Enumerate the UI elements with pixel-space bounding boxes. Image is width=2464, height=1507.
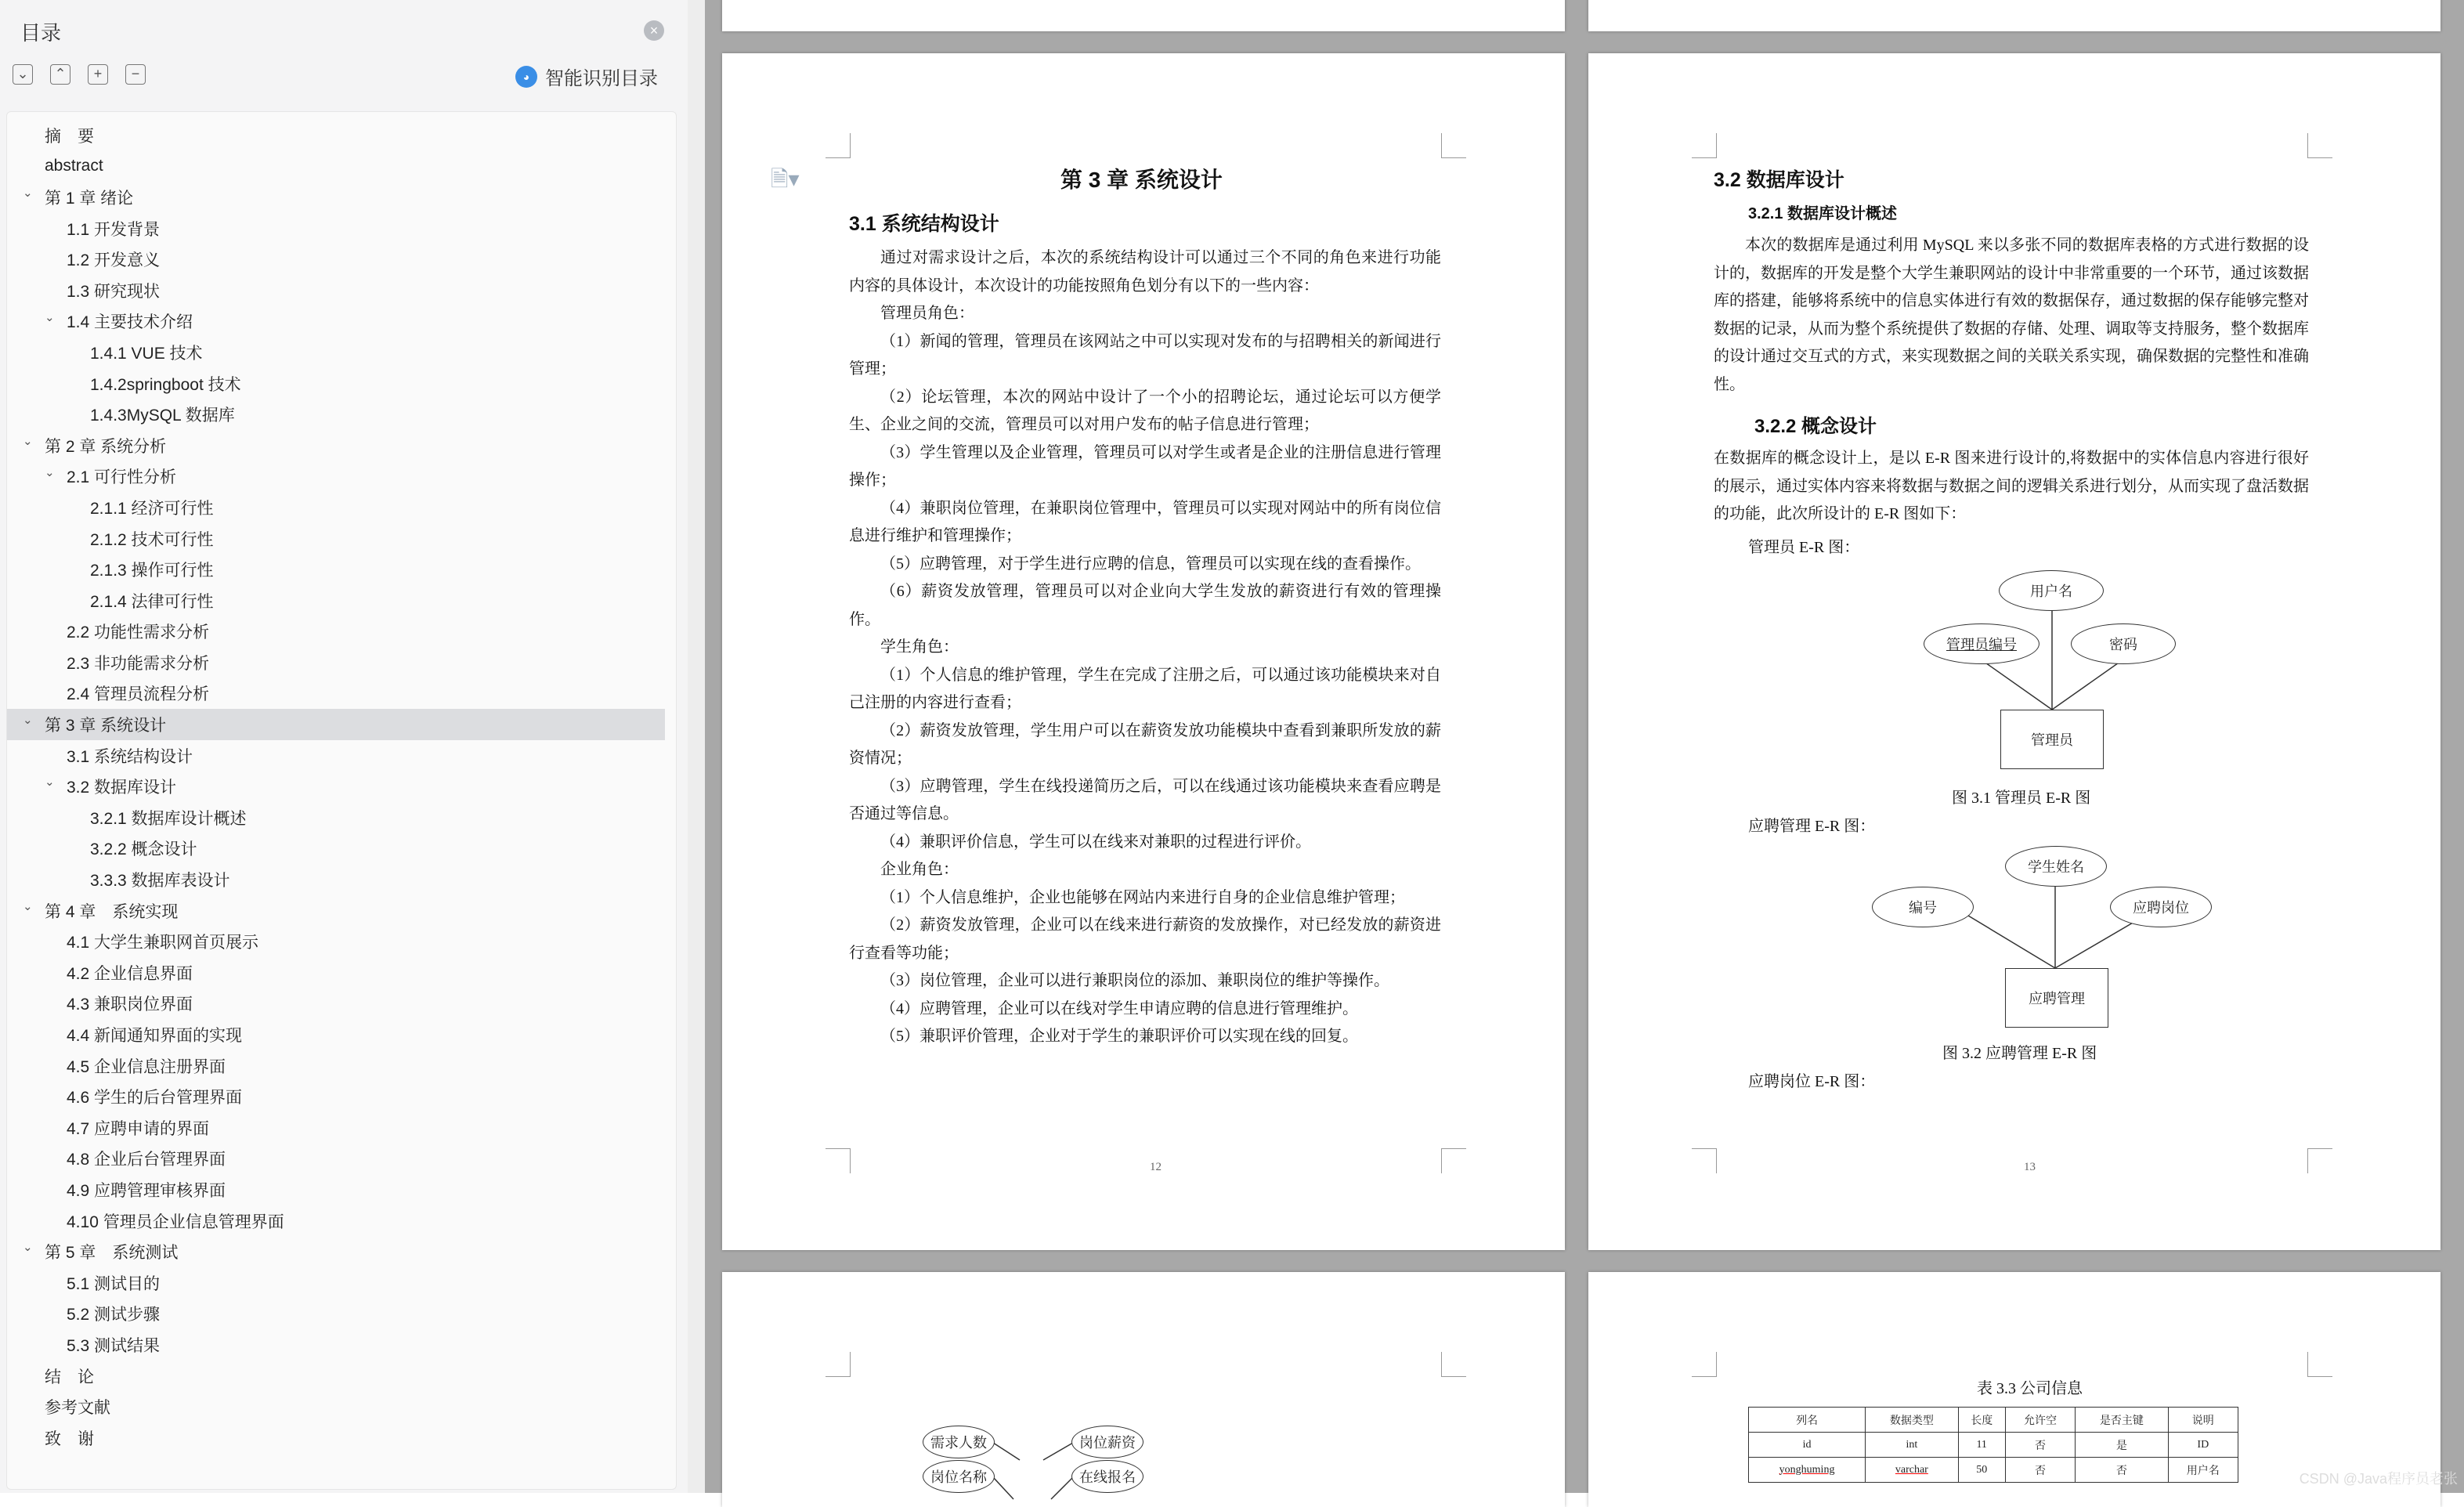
toc-item-label: 2.1.2 技术可行性 bbox=[90, 530, 214, 549]
toc-item[interactable] bbox=[7, 430, 677, 461]
toc-item[interactable] bbox=[7, 1019, 677, 1050]
add-icon[interactable]: + bbox=[88, 64, 108, 85]
er-attribute: 在线报名 bbox=[1071, 1460, 1143, 1493]
toc-panel bbox=[6, 111, 677, 1490]
toc-item[interactable] bbox=[7, 244, 677, 275]
toc-item-label: 2.2 功能性需求分析 bbox=[67, 623, 210, 642]
toc-item[interactable] bbox=[7, 368, 677, 399]
toc-item[interactable] bbox=[7, 1081, 677, 1112]
toc-list bbox=[7, 120, 677, 1454]
toc-item[interactable] bbox=[7, 213, 677, 244]
table-header: 允许空 bbox=[2005, 1408, 2075, 1433]
toc-item[interactable] bbox=[7, 399, 677, 430]
table-header: 长度 bbox=[1958, 1408, 2005, 1433]
toc-item[interactable] bbox=[7, 1236, 677, 1267]
toc-item-label: 4.9 应聘管理审核界面 bbox=[67, 1181, 226, 1200]
toc-item[interactable] bbox=[7, 1050, 677, 1082]
page-10-bottom bbox=[1588, 0, 2441, 31]
figure-caption: 图 3.2 应聘管理 E-R 图 bbox=[1942, 1045, 2097, 1062]
toc-item-label: 4.8 企业后台管理界面 bbox=[67, 1151, 226, 1169]
toc-item[interactable] bbox=[7, 182, 677, 213]
smart-label: 智能识别目录 bbox=[545, 68, 658, 89]
er-attribute: 需求人数 bbox=[923, 1426, 995, 1458]
paragraph: （3）岗位管理，企业可以进行兼职岗位的添加、兼职岗位的维护等操作。 bbox=[880, 972, 1389, 989]
toc-item[interactable] bbox=[7, 771, 677, 802]
toc-item-label: 2.4 管理员流程分析 bbox=[67, 685, 210, 704]
table-cell: 是 bbox=[2076, 1433, 2168, 1458]
toc-item[interactable] bbox=[7, 802, 677, 833]
crop-mark bbox=[1692, 1352, 1717, 1377]
watermark: CSDN @Java程序员老张 bbox=[2299, 1471, 2458, 1487]
er-attribute: 管理员编号 bbox=[1924, 623, 2039, 664]
table-cell: int bbox=[1866, 1433, 1958, 1458]
toc-item[interactable] bbox=[7, 957, 677, 988]
page-13 bbox=[1588, 53, 2441, 1250]
toc-sidebar bbox=[0, 0, 688, 1493]
toc-item-label: 4.7 应聘申请的界面 bbox=[67, 1119, 210, 1138]
toc-item[interactable] bbox=[7, 895, 677, 927]
table-header: 说明 bbox=[2168, 1408, 2238, 1433]
toc-item-label: 4.6 学生的后台管理界面 bbox=[67, 1089, 243, 1108]
toc-item-label: 3.2.2 概念设计 bbox=[90, 840, 197, 859]
paragraph: （5）兼职评价管理，企业对于学生的兼职评价可以实现在线的回复。 bbox=[880, 1028, 1358, 1045]
toc-item-label: 3.3.3 数据库表设计 bbox=[90, 872, 230, 891]
table-header: 是否主键 bbox=[2076, 1408, 2168, 1433]
crop-mark bbox=[826, 1148, 851, 1173]
toc-item-label: 参考文献 bbox=[45, 1399, 110, 1418]
table-row bbox=[1749, 1433, 2238, 1458]
figure-label: 应聘岗位 E-R 图： bbox=[1748, 1073, 1876, 1090]
toc-item[interactable] bbox=[7, 647, 677, 678]
paragraph: （2）薪资发放管理，企业可以在线来进行薪资的发放操作，对已经发放的薪资进行查看等功能； bbox=[849, 916, 1441, 962]
crop-mark bbox=[826, 133, 851, 158]
toc-item[interactable] bbox=[7, 988, 677, 1020]
paragraph: 通过对需求设计之后，本次的系统结构设计可以通过三个不同的角色来进行功能内容的具体设计，本次设计的功能按照角色划分有以下的一些内容： bbox=[849, 249, 1441, 295]
table-cell: 50 bbox=[1958, 1458, 2005, 1483]
page-14 bbox=[722, 1272, 1565, 1507]
table-cell: varchar bbox=[1866, 1458, 1958, 1483]
er-attribute: 学生姓名 bbox=[2005, 846, 2107, 887]
table-title: 表 3.3 公司信息 bbox=[1977, 1380, 2083, 1397]
toc-item[interactable] bbox=[7, 1391, 677, 1422]
sidebar-title: 目录 bbox=[20, 21, 62, 45]
expand-all-icon[interactable]: ⌃ bbox=[50, 64, 70, 85]
toc-item-label: 4.3 兼职岗位界面 bbox=[67, 996, 193, 1014]
toc-item[interactable] bbox=[7, 616, 677, 648]
paragraph: （4）兼职评价信息，学生可以在线来对兼职的过程进行评价。 bbox=[880, 833, 1311, 851]
toc-item-label: 5.3 测试结果 bbox=[67, 1336, 161, 1355]
toc-item[interactable] bbox=[7, 337, 677, 368]
toc-item-label: 2.1 可行性分析 bbox=[67, 468, 177, 487]
table-header: 数据类型 bbox=[1866, 1408, 1958, 1433]
toc-item[interactable] bbox=[7, 585, 677, 616]
subsection-heading: 3.2.2 概念设计 bbox=[1754, 416, 1877, 437]
toc-item[interactable] bbox=[7, 1422, 677, 1454]
toc-item-label: 3.1 系统结构设计 bbox=[67, 747, 193, 766]
toc-item-label: 结 论 bbox=[45, 1368, 94, 1386]
page-number: 12 bbox=[1150, 1161, 1162, 1173]
toc-item[interactable] bbox=[7, 1144, 677, 1175]
toc-item[interactable] bbox=[7, 709, 665, 740]
paragraph: （3）学生管理以及企业管理，管理员可以对学生或者是企业的注册信息进行管理操作； bbox=[849, 443, 1441, 489]
company-info-table bbox=[1748, 1407, 2238, 1483]
chevron-down-icon[interactable]: ⌄ bbox=[45, 775, 55, 790]
toc-item[interactable] bbox=[7, 833, 677, 865]
crop-mark bbox=[1441, 133, 1466, 158]
toc-item-label: 4.5 企业信息注册界面 bbox=[67, 1057, 226, 1076]
toc-item-label: 2.1.1 经济可行性 bbox=[90, 499, 214, 518]
er-connectors bbox=[722, 1272, 1565, 1507]
table-header-row bbox=[1749, 1408, 2238, 1433]
er-entity: 应聘管理 bbox=[2005, 968, 2108, 1028]
crop-mark bbox=[2307, 1352, 2332, 1377]
toc-item[interactable] bbox=[7, 1112, 677, 1144]
toc-item[interactable] bbox=[7, 864, 677, 895]
chevron-down-icon[interactable]: ⌄ bbox=[23, 1241, 33, 1255]
remove-icon[interactable]: − bbox=[125, 64, 146, 85]
toc-item[interactable] bbox=[7, 1267, 677, 1299]
toc-item[interactable] bbox=[7, 151, 677, 183]
toc-item-label: 1.1 开发背景 bbox=[67, 220, 161, 239]
toc-item[interactable] bbox=[7, 461, 677, 493]
toc-item[interactable] bbox=[7, 1361, 677, 1392]
page-11-bottom bbox=[722, 0, 1565, 31]
paragraph: （1）个人信息的维护管理，学生在完成了注册之后，可以通过该功能模块来对自己注册的内容进行查看； bbox=[849, 666, 1441, 711]
er-entity: 管理员 bbox=[2000, 710, 2104, 769]
toc-item-label: 2.1.4 法律可行性 bbox=[90, 592, 214, 611]
table-cell: ID bbox=[2168, 1433, 2238, 1458]
paragraph: （4）应聘管理，企业可以在线对学生申请应聘的信息进行管理维护。 bbox=[880, 999, 1358, 1017]
table-row bbox=[1749, 1458, 2238, 1483]
toc-item[interactable] bbox=[7, 926, 677, 957]
paragraph: （3）应聘管理，学生在线投递简历之后，可以在线通过该功能模块来查看应聘是否通过等信息。 bbox=[849, 777, 1441, 822]
toc-item-label: 4.10 管理员企业信息管理界面 bbox=[67, 1212, 284, 1231]
page-12 bbox=[722, 53, 1565, 1250]
collapse-all-icon[interactable]: ⌄ bbox=[13, 64, 33, 85]
toc-item-label: 第 3 章 系统设计 bbox=[45, 717, 167, 735]
figure-label: 应聘管理 E-R 图： bbox=[1748, 818, 1876, 835]
paragraph: 在数据库的概念设计上，是以 E-R 图来进行设计的,将数据中的实体信息内容进行很好的展示，通过实体内容来将数据与数据之间的逻辑关系进行划分，从而实现了盘活数据的功能，此次所设计的 E-R 图如下： bbox=[1714, 450, 2309, 522]
toc-item-label: 5.1 测试目的 bbox=[67, 1274, 161, 1293]
section-heading: 3.2 数据库设计 bbox=[1714, 169, 1844, 191]
er-attribute: 用户名 bbox=[1999, 570, 2104, 611]
chevron-down-icon[interactable]: ⌄ bbox=[23, 714, 33, 728]
toc-item-label: 第 2 章 系统分析 bbox=[45, 437, 167, 456]
toc-item-label: 1.2 开发意义 bbox=[67, 251, 161, 270]
toc-item-label: 4.1 大学生兼职网首页展示 bbox=[67, 934, 259, 952]
toc-item-label: 5.2 测试步骤 bbox=[67, 1306, 161, 1324]
er-attribute: 编号 bbox=[1872, 887, 1974, 927]
table-cell: 否 bbox=[2076, 1458, 2168, 1483]
table-cell: 11 bbox=[1958, 1433, 2005, 1458]
toc-item-label: 2.1.3 操作可行性 bbox=[90, 562, 214, 580]
toc-item-label: 致 谢 bbox=[45, 1429, 94, 1448]
toc-item[interactable] bbox=[7, 1329, 677, 1361]
subsection-heading: 3.2.1 数据库设计概述 bbox=[1748, 205, 1898, 222]
table-cell: 否 bbox=[2005, 1433, 2075, 1458]
toc-item-label: 1.4.2springboot 技术 bbox=[90, 375, 241, 394]
page-number: 13 bbox=[2024, 1161, 2036, 1173]
crop-mark bbox=[1441, 1148, 1466, 1173]
toc-item[interactable] bbox=[7, 1205, 677, 1237]
table-cell: 用户名 bbox=[2168, 1458, 2238, 1483]
section-heading: 3.1 系统结构设计 bbox=[849, 213, 999, 235]
paragraph: （5）应聘管理，对于学生进行应聘的信息，管理员可以实现在线的查看操作。 bbox=[880, 555, 1421, 573]
toc-item[interactable] bbox=[7, 1299, 677, 1330]
toc-item-label: 第 4 章 系统实现 bbox=[45, 902, 179, 921]
paragraph: （2）薪资发放管理，学生用户可以在薪资发放功能模块中查看到兼职所发放的薪资情况； bbox=[849, 721, 1441, 767]
smart-recognize-button[interactable] bbox=[515, 63, 658, 90]
paragraph: （1）个人信息维护，企业也能够在网站内来进行自身的企业信息维护管理； bbox=[880, 888, 1405, 906]
chevron-down-icon[interactable]: ⌄ bbox=[45, 310, 55, 324]
paragraph: 管理员角色： bbox=[880, 305, 974, 322]
document-viewer[interactable] bbox=[705, 0, 2464, 1493]
toc-item-label: 第 1 章 绪论 bbox=[45, 189, 134, 208]
toc-item-label: 1.3 研究现状 bbox=[67, 282, 161, 301]
toc-item-label: 2.3 非功能需求分析 bbox=[67, 654, 210, 673]
toc-item-label: abstract bbox=[45, 157, 103, 175]
toc-item[interactable] bbox=[7, 306, 677, 338]
er-attribute: 岗位薪资 bbox=[1071, 1426, 1143, 1458]
toc-item[interactable] bbox=[7, 1174, 677, 1205]
toc-item-label: 4.2 企业信息界面 bbox=[67, 964, 193, 983]
paragraph: （4）兼职岗位管理，在兼职岗位管理中，管理员可以实现对网站中的所有岗位信息进行维护和管理操作； bbox=[849, 499, 1441, 544]
er-attribute: 密码 bbox=[2071, 623, 2176, 664]
chevron-down-icon[interactable]: ⌄ bbox=[23, 186, 33, 201]
toc-item-label: 1.4 主要技术介绍 bbox=[67, 313, 193, 332]
toc-item-label: 摘 要 bbox=[45, 127, 94, 146]
paragraph: 本次的数据库是通过利用 MySQL 来以多张不同的数据库表格的方式进行数据的设计的，数据库的开发是整个大学生兼职网站的设计中非常重要的一个环节，通过该数据库的搭建，能够将系统中的信息实体进行有效的数据保存，通过数据的保存能够完整对数据的记录，从而为整个系统提供了数据的存储、处理、调取等支持服务，整个数据库的设计通过交互式的方式，来实现数据之间的关联关系实现，确保数据的完整性和准确性。 bbox=[1714, 237, 2309, 393]
figure-caption: 图 3.1 管理员 E-R 图 bbox=[1952, 790, 2091, 807]
table-cell: id bbox=[1749, 1433, 1866, 1458]
er-attribute: 岗位名称 bbox=[923, 1460, 995, 1493]
table-cell: yonghuming bbox=[1749, 1458, 1866, 1483]
chevron-down-icon[interactable]: ⌄ bbox=[23, 899, 33, 913]
toc-item[interactable] bbox=[7, 492, 677, 523]
toc-item[interactable] bbox=[7, 523, 677, 555]
smart-icon: ◕ bbox=[515, 66, 537, 88]
toc-item[interactable] bbox=[7, 678, 677, 710]
close-icon[interactable]: × bbox=[644, 20, 664, 41]
document-icon[interactable]: 🗎▾ bbox=[771, 168, 800, 192]
paragraph: （6）薪资发放管理，管理员可以对企业向大学生发放的薪资进行有效的管理操作。 bbox=[849, 583, 1441, 628]
paragraph: （1）新闻的管理，管理员在该网站之中可以实现对发布的与招聘相关的新闻进行管理； bbox=[849, 332, 1441, 378]
paragraph: 企业角色： bbox=[880, 861, 959, 878]
table-header: 列名 bbox=[1749, 1408, 1866, 1433]
chevron-down-icon[interactable]: ⌄ bbox=[45, 465, 55, 479]
toc-item-label: 3.2 数据库设计 bbox=[67, 779, 177, 797]
page-12-body bbox=[849, 244, 1441, 1051]
chapter-title: 第 3 章 系统设计 bbox=[1060, 168, 1223, 192]
figure-label: 管理员 E-R 图： bbox=[1748, 539, 1860, 556]
toc-item-label: 第 5 章 系统测试 bbox=[45, 1244, 179, 1263]
er-attribute: 应聘岗位 bbox=[2110, 887, 2212, 927]
toc-item-label: 4.4 新闻通知界面的实现 bbox=[67, 1027, 243, 1046]
toc-item[interactable] bbox=[7, 120, 677, 151]
toc-item-label: 1.4.3MySQL 数据库 bbox=[90, 407, 235, 425]
paragraph: （2）论坛管理，本次的网站中设计了一个小的招聘论坛，通过论坛可以方便学生、企业之间的交流，管理员可以对用户发布的帖子信息进行管理； bbox=[849, 388, 1441, 433]
toc-item[interactable] bbox=[7, 740, 677, 772]
toc-item-label: 1.4.1 VUE 技术 bbox=[90, 344, 203, 363]
toc-item[interactable] bbox=[7, 275, 677, 306]
table-cell: 否 bbox=[2005, 1458, 2075, 1483]
chevron-down-icon[interactable]: ⌄ bbox=[23, 434, 33, 448]
toc-item-label: 3.2.1 数据库设计概述 bbox=[90, 809, 247, 828]
toc-item[interactable] bbox=[7, 554, 677, 585]
paragraph: 学生角色： bbox=[880, 638, 959, 656]
